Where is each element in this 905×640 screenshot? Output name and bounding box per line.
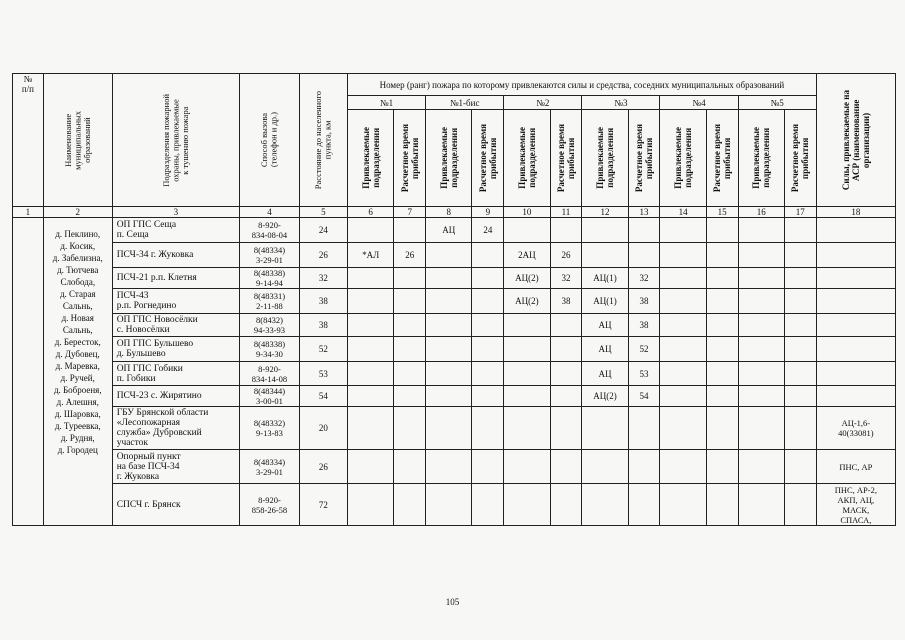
subheader-units: Привлекаемые подразделения bbox=[504, 110, 550, 207]
rank-units-cell: АЦ bbox=[426, 218, 472, 243]
rank-units-cell bbox=[660, 362, 706, 386]
rank-time-cell bbox=[706, 243, 738, 268]
table-row bbox=[13, 484, 896, 526]
call-method-cell: 8(48338) 9-14-94 bbox=[240, 268, 300, 289]
rank-units-cell: 2АЦ bbox=[504, 243, 550, 268]
rank-units-cell: АЦ(1) bbox=[582, 289, 628, 314]
rank-units-cell bbox=[504, 450, 550, 484]
rank-units-cell bbox=[582, 218, 628, 243]
column-number: 9 bbox=[472, 207, 504, 218]
distance-cell: 32 bbox=[299, 268, 347, 289]
rank-time-cell bbox=[784, 268, 816, 289]
rank-time-cell bbox=[472, 243, 504, 268]
rank-units-cell bbox=[348, 407, 394, 450]
call-method-cell: 8-920- 858-26-58 bbox=[240, 484, 300, 526]
rank-time-cell bbox=[394, 484, 426, 526]
row-number-cell bbox=[13, 218, 44, 526]
rank-units-cell: АЦ(2) bbox=[504, 289, 550, 314]
rank-units-cell bbox=[348, 289, 394, 314]
rank-time-cell bbox=[472, 268, 504, 289]
rank-time-cell bbox=[628, 243, 660, 268]
column-number: 11 bbox=[550, 207, 582, 218]
rank-units-cell bbox=[426, 386, 472, 407]
forces-cell bbox=[816, 218, 895, 243]
rank-time-cell bbox=[706, 268, 738, 289]
rank-time-cell bbox=[394, 218, 426, 243]
rank-time-cell bbox=[706, 386, 738, 407]
rank-time-cell: 24 bbox=[472, 218, 504, 243]
rank-units-cell bbox=[660, 484, 706, 526]
rank-time-cell bbox=[706, 407, 738, 450]
rank-units-cell bbox=[660, 243, 706, 268]
unit-cell: ПСЧ-34 г. Жуковка bbox=[112, 243, 239, 268]
header-forces: Силы, привлекаемые на АСР (наименование организации) bbox=[816, 74, 895, 207]
rank-time-cell bbox=[472, 314, 504, 337]
rank-units-cell bbox=[660, 337, 706, 362]
header-rank-1: №1 bbox=[348, 96, 426, 110]
unit-cell: ГБУ Брянской области «Лесопожарная служба» Дубровский участок bbox=[112, 407, 239, 450]
rank-units-cell bbox=[348, 362, 394, 386]
rank-time-cell bbox=[472, 450, 504, 484]
distance-cell: 52 bbox=[299, 337, 347, 362]
rank-units-cell bbox=[660, 407, 706, 450]
rank-units-cell bbox=[738, 484, 784, 526]
column-number: 8 bbox=[426, 207, 472, 218]
forces-cell bbox=[816, 289, 895, 314]
rank-units-cell bbox=[348, 450, 394, 484]
rank-units-cell bbox=[426, 362, 472, 386]
header-unit: Подразделения пожарной охраны, привлекаемые к тушению пожара bbox=[112, 74, 239, 207]
rank-units-cell bbox=[582, 450, 628, 484]
header-rank-1bis: №1-бис bbox=[426, 96, 504, 110]
rank-units-cell bbox=[738, 407, 784, 450]
rank-time-cell bbox=[472, 362, 504, 386]
fire-forces-table bbox=[12, 73, 896, 526]
subheader-time: Расчетное время прибытия bbox=[706, 110, 738, 207]
unit-cell: ПСЧ-43 р.п. Рогнедино bbox=[112, 289, 239, 314]
subheader-time: Расчетное время прибытия bbox=[550, 110, 582, 207]
header-rank-2: №2 bbox=[504, 96, 582, 110]
header-municipal: Наименование муниципальных образований bbox=[43, 74, 112, 207]
rank-units-cell bbox=[660, 218, 706, 243]
call-method-cell: 8(48331) 2-11-88 bbox=[240, 289, 300, 314]
subheader-units: Привлекаемые подразделения bbox=[426, 110, 472, 207]
subheader-units: Привлекаемые подразделения bbox=[348, 110, 394, 207]
rank-time-cell: 26 bbox=[550, 243, 582, 268]
distance-cell: 24 bbox=[299, 218, 347, 243]
rank-units-cell bbox=[504, 218, 550, 243]
distance-cell: 72 bbox=[299, 484, 347, 526]
rank-time-cell bbox=[394, 386, 426, 407]
rank-units-cell bbox=[426, 450, 472, 484]
distance-cell: 54 bbox=[299, 386, 347, 407]
column-number: 14 bbox=[660, 207, 706, 218]
forces-cell bbox=[816, 337, 895, 362]
rank-time-cell bbox=[784, 314, 816, 337]
forces-cell bbox=[816, 314, 895, 337]
forces-cell bbox=[816, 386, 895, 407]
rank-units-cell bbox=[426, 268, 472, 289]
header-rank-4: №4 bbox=[660, 96, 738, 110]
rank-units-cell bbox=[660, 450, 706, 484]
forces-cell bbox=[816, 243, 895, 268]
subheader-time: Расчетное время прибытия bbox=[394, 110, 426, 207]
unit-cell: ОП ГПС Гобики п. Гобики bbox=[112, 362, 239, 386]
rank-units-cell bbox=[426, 289, 472, 314]
rank-units-cell bbox=[426, 337, 472, 362]
rank-time-cell: 38 bbox=[628, 289, 660, 314]
header-number: № п/п bbox=[13, 74, 44, 207]
rank-units-cell bbox=[582, 243, 628, 268]
table-row bbox=[13, 407, 896, 450]
column-number: 15 bbox=[706, 207, 738, 218]
rank-time-cell bbox=[628, 407, 660, 450]
rank-time-cell bbox=[394, 337, 426, 362]
rank-time-cell bbox=[706, 484, 738, 526]
rank-time-cell: 32 bbox=[550, 268, 582, 289]
rank-units-cell bbox=[582, 484, 628, 526]
unit-cell: ОП ГПС Сеща п. Сеща bbox=[112, 218, 239, 243]
rank-time-cell bbox=[784, 450, 816, 484]
rank-time-cell bbox=[394, 450, 426, 484]
rank-units-cell bbox=[738, 268, 784, 289]
rank-units-cell bbox=[738, 337, 784, 362]
table-row bbox=[13, 314, 896, 337]
unit-cell: СПСЧ г. Брянск bbox=[112, 484, 239, 526]
table-row bbox=[13, 450, 896, 484]
rank-time-cell bbox=[472, 484, 504, 526]
rank-time-cell bbox=[394, 407, 426, 450]
call-method-cell: 8(48338) 9-34-30 bbox=[240, 337, 300, 362]
rank-units-cell: АЦ bbox=[582, 337, 628, 362]
rank-units-cell bbox=[504, 484, 550, 526]
column-number: 13 bbox=[628, 207, 660, 218]
rank-time-cell bbox=[784, 289, 816, 314]
table-header bbox=[13, 74, 896, 218]
forces-cell bbox=[816, 268, 895, 289]
rank-time-cell bbox=[472, 337, 504, 362]
rank-time-cell: 26 bbox=[394, 243, 426, 268]
rank-units-cell: АЦ bbox=[582, 314, 628, 337]
forces-cell: ПНС, АР bbox=[816, 450, 895, 484]
rank-time-cell bbox=[550, 484, 582, 526]
rank-time-cell: 52 bbox=[628, 337, 660, 362]
rank-units-cell bbox=[348, 484, 394, 526]
rank-units-cell bbox=[504, 362, 550, 386]
rank-units-cell: *АЛ bbox=[348, 243, 394, 268]
table-row bbox=[13, 218, 896, 243]
column-number: 1 bbox=[13, 207, 44, 218]
forces-cell: АЦ-1,6- 40(33081) bbox=[816, 407, 895, 450]
distance-cell: 26 bbox=[299, 450, 347, 484]
table-body bbox=[13, 218, 896, 526]
forces-cell bbox=[816, 362, 895, 386]
rank-units-cell bbox=[348, 218, 394, 243]
call-method-cell: 8(48334) 3-29-01 bbox=[240, 450, 300, 484]
rank-time-cell bbox=[628, 450, 660, 484]
rank-units-cell bbox=[738, 314, 784, 337]
rank-units-cell bbox=[738, 450, 784, 484]
call-method-cell: 8(48344) 3-00-01 bbox=[240, 386, 300, 407]
rank-time-cell bbox=[706, 289, 738, 314]
column-number: 4 bbox=[240, 207, 300, 218]
rank-units-cell bbox=[348, 268, 394, 289]
rank-units-cell: АЦ(2) bbox=[504, 268, 550, 289]
rank-units-cell bbox=[738, 386, 784, 407]
subheader-time: Расчетное время прибытия bbox=[784, 110, 816, 207]
table-row bbox=[13, 243, 896, 268]
header-call: Способ вызова (телефон и др.) bbox=[240, 74, 300, 207]
rank-units-cell bbox=[660, 268, 706, 289]
subheader-units: Привлекаемые подразделения bbox=[738, 110, 784, 207]
rank-units-cell bbox=[504, 337, 550, 362]
column-number: 16 bbox=[738, 207, 784, 218]
distance-cell: 26 bbox=[299, 243, 347, 268]
rank-time-cell: 38 bbox=[550, 289, 582, 314]
rank-time-cell bbox=[550, 362, 582, 386]
rank-time-cell bbox=[706, 218, 738, 243]
column-number: 7 bbox=[394, 207, 426, 218]
rank-units-cell bbox=[348, 386, 394, 407]
unit-cell: ПСЧ-21 р.п. Клетня bbox=[112, 268, 239, 289]
subheader-units: Привлекаемые подразделения bbox=[582, 110, 628, 207]
rank-time-cell bbox=[472, 289, 504, 314]
rank-time-cell bbox=[550, 386, 582, 407]
table-row bbox=[13, 289, 896, 314]
rank-time-cell bbox=[784, 243, 816, 268]
table-row bbox=[13, 362, 896, 386]
rank-units-cell bbox=[660, 289, 706, 314]
rank-units-cell bbox=[738, 218, 784, 243]
rank-units-cell bbox=[348, 337, 394, 362]
rank-time-cell: 38 bbox=[628, 314, 660, 337]
rank-units-cell bbox=[504, 386, 550, 407]
column-number: 18 bbox=[816, 207, 895, 218]
unit-cell: ОП ГПС Бульшево д. Бульшево bbox=[112, 337, 239, 362]
header-distance: Расстояние до населенного пункта, км bbox=[299, 74, 347, 207]
rank-units-cell bbox=[738, 362, 784, 386]
call-method-cell: 8(48332) 9-13-83 bbox=[240, 407, 300, 450]
rank-time-cell bbox=[550, 450, 582, 484]
page-number: 105 bbox=[445, 597, 460, 607]
distance-cell: 53 bbox=[299, 362, 347, 386]
rank-time-cell bbox=[706, 450, 738, 484]
rank-units-cell bbox=[738, 289, 784, 314]
rank-time-cell bbox=[394, 289, 426, 314]
header-rank-3: №3 bbox=[582, 96, 660, 110]
rank-time-cell bbox=[628, 218, 660, 243]
call-method-cell: 8(8432) 94-33-93 bbox=[240, 314, 300, 337]
unit-cell: ОП ГПС Новосёлки с. Новосёлки bbox=[112, 314, 239, 337]
rank-units-cell: АЦ(1) bbox=[582, 268, 628, 289]
rank-units-cell bbox=[504, 314, 550, 337]
call-method-cell: 8-920- 834-14-08 bbox=[240, 362, 300, 386]
rank-time-cell bbox=[550, 218, 582, 243]
rank-time-cell bbox=[472, 386, 504, 407]
rank-time-cell bbox=[550, 314, 582, 337]
rank-time-cell bbox=[784, 362, 816, 386]
forces-cell: ПНС, АР-2, АКП, АЦ, МАСК, СПАСА, bbox=[816, 484, 895, 526]
call-method-cell: 8-920- 834-08-04 bbox=[240, 218, 300, 243]
rank-units-cell: АЦ(2) bbox=[582, 386, 628, 407]
rank-time-cell: 32 bbox=[628, 268, 660, 289]
unit-cell: Опорный пункт на базе ПСЧ-34 г. Жуковка bbox=[112, 450, 239, 484]
column-number: 6 bbox=[348, 207, 394, 218]
rank-units-cell bbox=[426, 484, 472, 526]
subheader-units: Привлекаемые подразделения bbox=[660, 110, 706, 207]
rank-time-cell bbox=[628, 484, 660, 526]
rank-time-cell bbox=[784, 407, 816, 450]
rank-units-cell bbox=[348, 314, 394, 337]
villages-cell: д. Пеклино, д. Косик, д. Забелизна, д. Тютчева Слобода, д. Старая Сальнь, д. Новая Сальнь, д. Бересток, д. Дубовец, д. Маревка, д. Ручей, д. Боброеня, д. Алешня, д. Шаровка, д. Туреевка, д. Рудня, д. Городец bbox=[43, 218, 112, 526]
rank-units-cell bbox=[660, 386, 706, 407]
column-number: 12 bbox=[582, 207, 628, 218]
rank-units-cell: АЦ bbox=[582, 362, 628, 386]
rank-time-cell bbox=[394, 314, 426, 337]
column-number: 10 bbox=[504, 207, 550, 218]
rank-time-cell bbox=[784, 337, 816, 362]
rank-time-cell bbox=[706, 362, 738, 386]
unit-cell: ПСЧ-23 с. Жирятино bbox=[112, 386, 239, 407]
column-number: 5 bbox=[299, 207, 347, 218]
rank-time-cell bbox=[550, 337, 582, 362]
rank-time-cell bbox=[394, 268, 426, 289]
rank-time-cell bbox=[784, 386, 816, 407]
column-numbers-row bbox=[13, 207, 896, 218]
subheader-time: Расчетное время прибытия bbox=[628, 110, 660, 207]
column-number: 3 bbox=[112, 207, 239, 218]
rank-time-cell bbox=[472, 407, 504, 450]
rank-units-cell bbox=[504, 407, 550, 450]
header-rank-title: Номер (ранг) пожара по которому привлекаются силы и средства, соседних муниципальных образований bbox=[348, 74, 817, 96]
header-rank-5: №5 bbox=[738, 96, 816, 110]
rank-units-cell bbox=[582, 407, 628, 450]
rank-time-cell bbox=[550, 407, 582, 450]
call-method-cell: 8(48334) 3-29-01 bbox=[240, 243, 300, 268]
table-row bbox=[13, 386, 896, 407]
rank-time-cell bbox=[784, 218, 816, 243]
rank-units-cell bbox=[426, 314, 472, 337]
rank-time-cell: 53 bbox=[628, 362, 660, 386]
rank-time-cell bbox=[394, 362, 426, 386]
column-number: 17 bbox=[784, 207, 816, 218]
distance-cell: 20 bbox=[299, 407, 347, 450]
distance-cell: 38 bbox=[299, 289, 347, 314]
table-row bbox=[13, 268, 896, 289]
rank-units-cell bbox=[660, 314, 706, 337]
rank-time-cell bbox=[706, 337, 738, 362]
rank-units-cell bbox=[426, 243, 472, 268]
rank-time-cell bbox=[784, 484, 816, 526]
rank-units-cell bbox=[738, 243, 784, 268]
rank-time-cell: 54 bbox=[628, 386, 660, 407]
distance-cell: 38 bbox=[299, 314, 347, 337]
rank-units-cell bbox=[426, 407, 472, 450]
table-row bbox=[13, 337, 896, 362]
subheader-time: Расчетное время прибытия bbox=[472, 110, 504, 207]
column-number: 2 bbox=[43, 207, 112, 218]
rank-time-cell bbox=[706, 314, 738, 337]
